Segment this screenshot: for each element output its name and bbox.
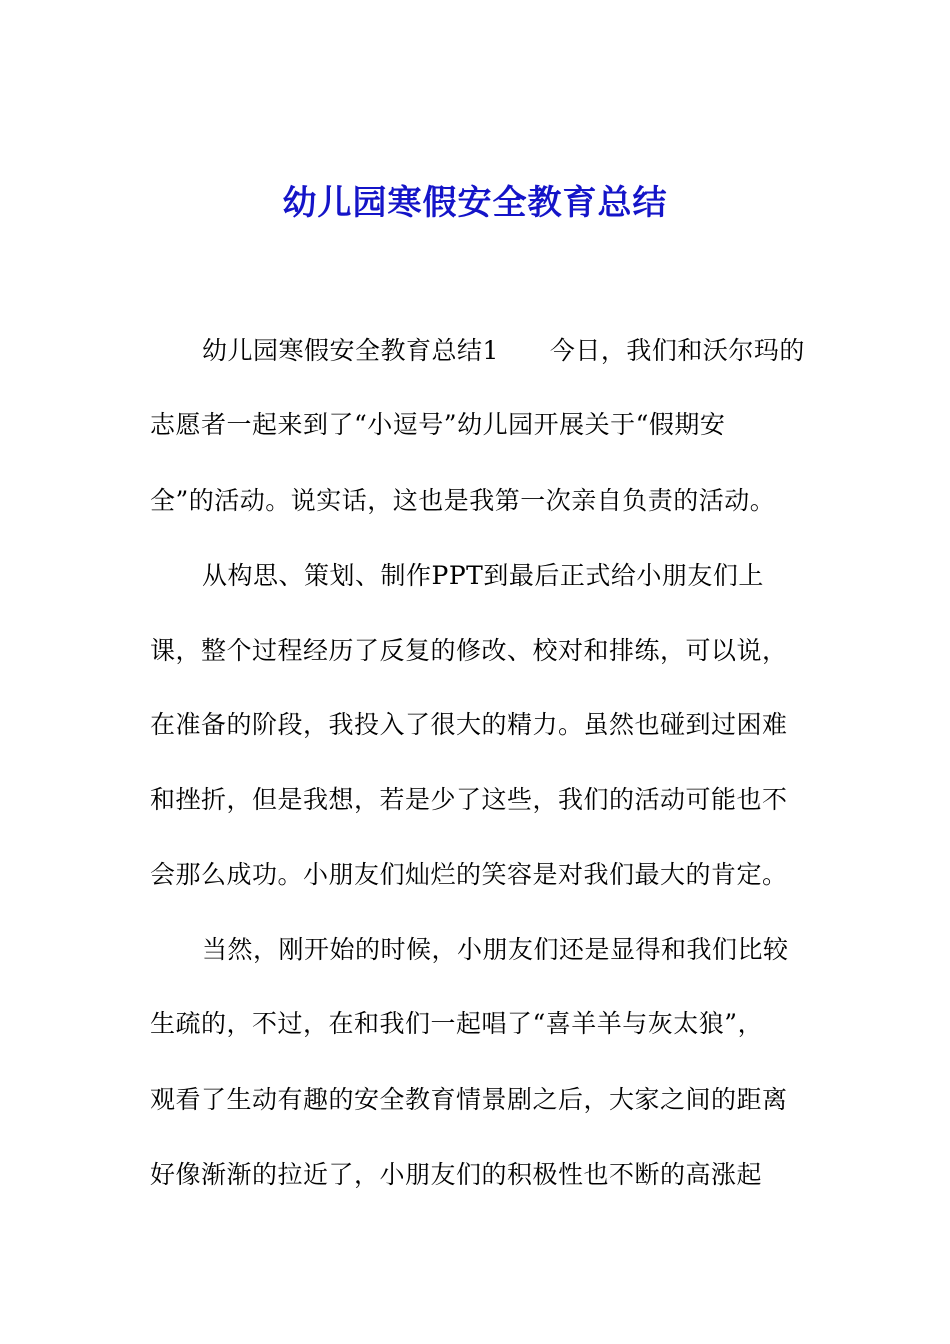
text-line: 课，整个过程经历了反复的修改、校对和排练，可以说， (150, 636, 788, 665)
text-line: 好像渐渐的拉近了，小朋友们的积极性也不断的高涨起 (150, 1160, 763, 1189)
text-line: 会那么成功。小朋友们灿烂的笑容是对我们最大的肯定。 (150, 860, 788, 889)
text-line: 当然，刚开始的时候，小朋友们还是显得和我们比较 (202, 935, 789, 964)
text-line: 生疏的，不过，在和我们一起唱了“喜羊羊与灰太狼”， (150, 1009, 764, 1038)
text-line: 志愿者一起来到了“小逗号”幼儿园开展关于“假期安 (150, 410, 726, 439)
text-line: 观看了生动有趣的安全教育情景剧之后，大家之间的距离 (150, 1085, 788, 1114)
text-line: 和挫折，但是我想，若是少了这些，我们的活动可能也不 (150, 785, 788, 814)
document-title: 幼儿园寒假安全教育总结 (282, 183, 668, 223)
text-line: 全”的活动。说实话，这也是我第一次亲自负责的活动。 (150, 486, 776, 515)
text-line: 幼儿园寒假安全教育总结1 今日，我们和沃尔玛的 (202, 336, 805, 365)
text-line: 在准备的阶段，我投入了很大的精力。虽然也碰到过困难 (150, 710, 788, 739)
text-line: 从构思、策划、制作PPT到最后正式给小朋友们上 (202, 561, 764, 590)
